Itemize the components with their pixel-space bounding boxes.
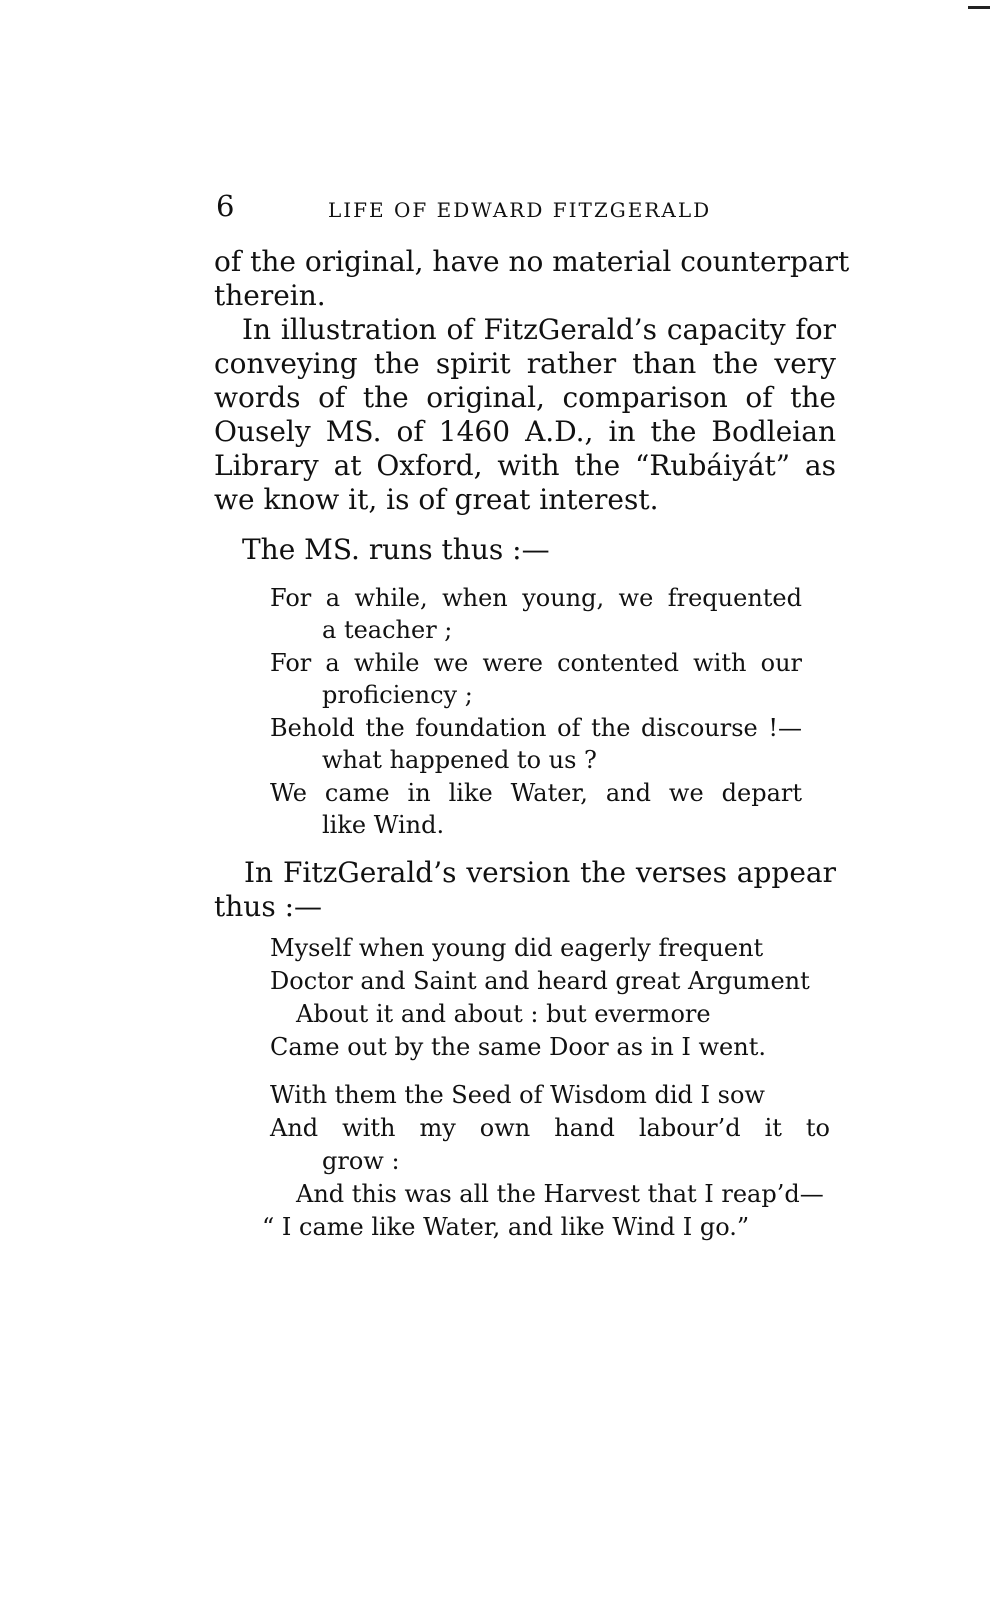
paragraph-line: Library at Oxford, with the “Rubáiyát” as (214, 449, 836, 482)
paragraph-line: Ousely MS. of 1460 A.D., in the Bodleian (214, 415, 836, 448)
stanza-line: With them the Seed of Wisdom did I sow (270, 1081, 765, 1109)
ms-verse-line: Behold the foundation of the discourse !— (270, 714, 802, 742)
paragraph-line: In illustration of FitzGerald’s capacity for (242, 313, 836, 346)
paragraph-line: conveying the spirit rather than the very (214, 347, 836, 380)
stanza-line: “ I came like Water, and like Wind I go.” (262, 1213, 750, 1241)
ms-verse-line: We came in like Water, and we depart (270, 779, 802, 807)
paragraph-line: we know it, is of great interest. (214, 483, 659, 516)
ms-verse-line: For a while, when young, we frequented (270, 584, 802, 612)
stanza-line: grow : (322, 1147, 400, 1175)
ms-intro: The MS. runs thus :— (242, 533, 550, 566)
running-title: LIFE OF EDWARD FITZGERALD (328, 198, 712, 222)
fitzgerald-intro-line: thus :— (214, 890, 323, 923)
stanza-line: Doctor and Saint and heard great Argument (270, 967, 810, 995)
ms-verse-line: proficiency ; (322, 681, 473, 709)
running-head (216, 190, 856, 230)
paragraph-line: words of the original, comparison of the (214, 381, 836, 414)
paragraph-line: therein. (214, 279, 326, 312)
stanza-line: And with my own hand labour’d it to (270, 1114, 830, 1142)
stanza-line: Came out by the same Door as in I went. (270, 1033, 766, 1061)
fitzgerald-intro-line: In FitzGerald’s version the verses appear (244, 856, 836, 889)
ms-verse-line: For a while we were contented with our (270, 649, 802, 677)
ms-verse-line: like Wind. (322, 811, 445, 839)
ms-verse-line: what happened to us ? (322, 746, 597, 774)
paragraph-line: of the original, have no material counterpart (214, 245, 850, 278)
page-number: 6 (216, 189, 235, 223)
stanza-line: About it and about : but evermore (296, 1000, 711, 1028)
stanza-line: Myself when young did eagerly frequent (270, 934, 764, 962)
stanza-line: And this was all the Harvest that I reap’d— (296, 1180, 824, 1208)
ms-verse-line: a teacher ; (322, 616, 453, 644)
edge-mark (968, 6, 990, 9)
